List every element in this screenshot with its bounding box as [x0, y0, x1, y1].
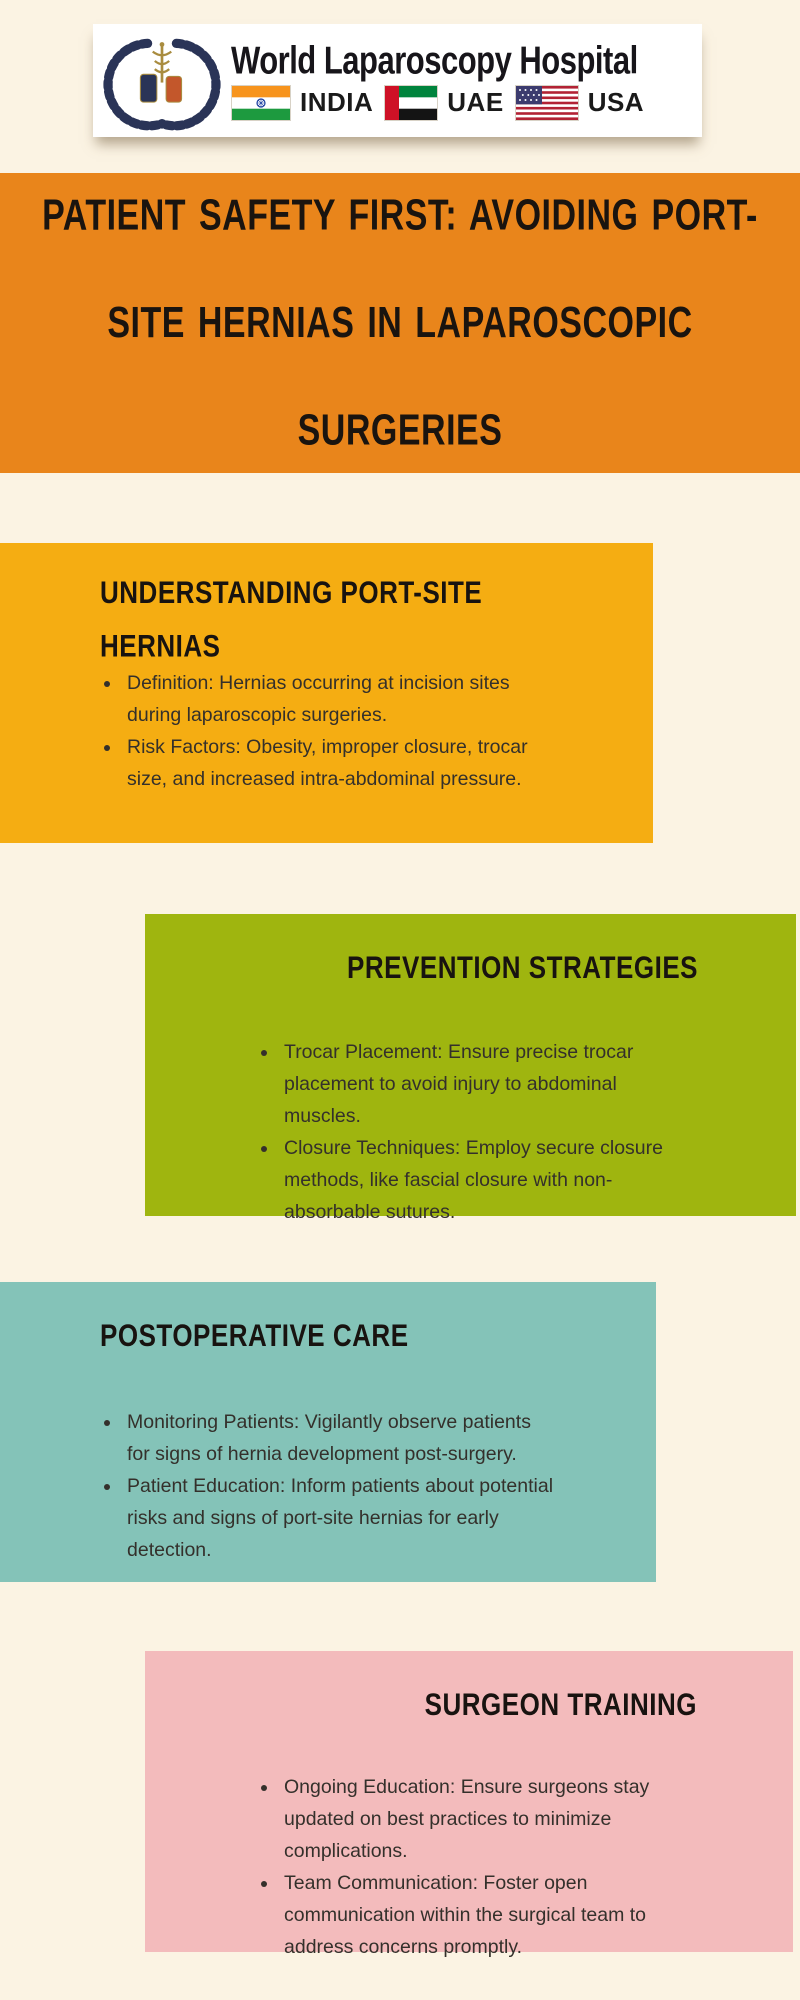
bullet-list: [257, 1036, 698, 1228]
section-title: UNDERSTANDING PORT-SITE HERNIAS: [100, 573, 483, 664]
bullet-list: [257, 1771, 697, 1963]
section-postoperative-care: [0, 1282, 656, 1582]
bullet-item: • Closure Techniques: Employ secure closure methods, like fascial closure with non-absorbable sutures.: [279, 1132, 698, 1228]
bullet-item: • Risk Factors: Obesity, improper closure, trocar size, and increased intra-abdominal pressure.: [122, 731, 565, 795]
country-label-uae: UAE: [447, 87, 504, 117]
bullet-item: • Patient Education: Inform patients about potential risks and signs of port-site hernias for early detection.: [122, 1470, 556, 1566]
section-understanding-port-site-hernias: [0, 543, 653, 843]
uae-flag-icon: [384, 85, 438, 121]
page-title: PATIENT SAFETY FIRST: AVOIDING PORT-SITE HERNIAS IN LAPAROSCOPIC SURGERIES: [42, 191, 758, 455]
country-label-usa: USA: [587, 87, 645, 117]
org-name: World Laparoscopy Hospital: [231, 38, 638, 82]
country-label-india: INDIA: [300, 87, 374, 117]
title-banner: [0, 173, 800, 473]
header-logo-bar: [93, 24, 702, 137]
section-surgeon-training: [145, 1651, 793, 1958]
section-prevention-strategies: [145, 914, 796, 1223]
bullet-item: • Ongoing Education: Ensure surgeons stay updated on best practices to minimize complications.: [279, 1771, 697, 1867]
section-title: SURGEON TRAINING: [424, 1685, 697, 1723]
countries-row: [231, 85, 644, 121]
usa-flag-icon: [515, 85, 579, 121]
india-flag-icon: [231, 85, 291, 121]
header-text-block: [231, 38, 645, 121]
country-india: [231, 85, 373, 121]
org-wreath-logo-icon: [103, 29, 221, 132]
country-uae: [384, 85, 503, 121]
bullet-list: [100, 1406, 556, 1566]
country-usa: [515, 85, 644, 121]
bullet-item: • Definition: Hernias occurring at incision sites during laparoscopic surgeries.: [122, 667, 565, 731]
bullet-item: • Monitoring Patients: Vigilantly observe patients for signs of hernia development post-surgery.: [122, 1406, 556, 1470]
section-title: POSTOPERATIVE CARE: [100, 1316, 409, 1354]
bullet-item: • Trocar Placement: Ensure precise trocar placement to avoid injury to abdominal muscles.: [279, 1036, 698, 1132]
bullet-list: [100, 667, 565, 795]
section-title: PREVENTION STRATEGIES: [347, 948, 698, 986]
bullet-item: • Team Communication: Foster open communication within the surgical team to address concerns promptly.: [279, 1867, 697, 1963]
